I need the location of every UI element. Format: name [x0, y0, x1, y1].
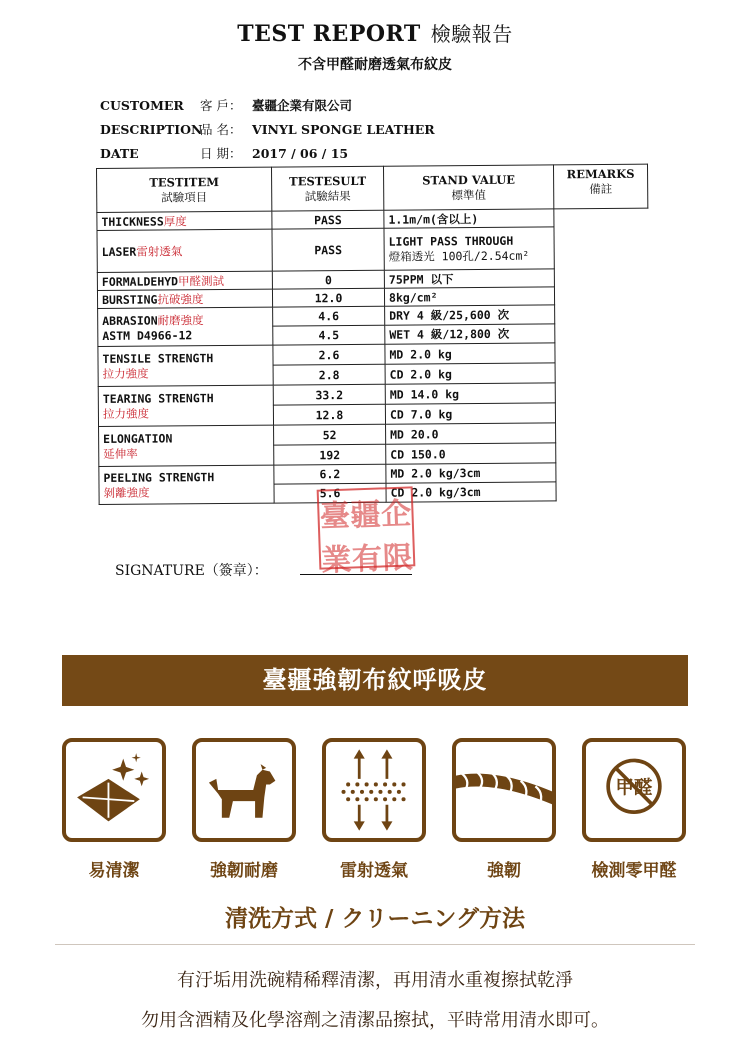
- std-thickness: 1.1m/m(含以上): [384, 209, 554, 228]
- header-remarks-en: REMARKS: [566, 166, 635, 182]
- cleaning-divider: [55, 944, 695, 945]
- report-title: [0, 18, 750, 47]
- seal-char: 限: [382, 540, 414, 577]
- std-formaldehyde: 75PPM 以下: [384, 269, 554, 288]
- customer-row: [100, 96, 352, 114]
- std-tearing-md: MD 14.0 kg: [385, 383, 555, 404]
- result-thickness: PASS: [272, 210, 384, 229]
- date-value: 2017 / 06 / 15: [252, 146, 349, 161]
- rope-icon: [452, 738, 556, 842]
- seal-char: 業: [320, 542, 353, 579]
- date-row: [100, 144, 348, 162]
- result-tensile-md: 2.6: [273, 344, 385, 365]
- std-laser: [384, 227, 554, 270]
- item-thickness-cn: 厚度: [163, 213, 187, 228]
- no-formaldehyde-icon: [582, 738, 686, 842]
- cleaning-instruction-2: 勿用含酒精及化學溶劑之清潔品擦拭，平時常用清水即可。: [141, 1010, 609, 1031]
- no-formaldehyde-icon-text: 甲醛: [615, 777, 653, 799]
- description-label-cn: 品 名：: [200, 122, 242, 137]
- feature-label-easy-clean: 易清潔: [88, 861, 140, 881]
- item-abrasion: [98, 307, 273, 346]
- header-result-en: TESTESULT: [289, 173, 367, 188]
- std-laser-line1: LIGHT PASS THROUGH: [388, 233, 514, 249]
- item-tensile-cn: 拉力強度: [102, 366, 149, 381]
- item-abrasion-en: ABRASION: [102, 313, 158, 328]
- header-standard-en: STAND VALUE: [422, 172, 516, 187]
- product-banner: 臺疆強韌布紋呼吸皮: [62, 655, 688, 706]
- seal-char: 有: [351, 541, 383, 578]
- result-tearing-cd: 12.8: [273, 404, 385, 425]
- item-elongation-en: ELONGATION: [103, 430, 173, 446]
- item-thickness-en: THICKNESS: [101, 213, 164, 229]
- item-bursting: [97, 289, 272, 308]
- cleaning-instruction-1: 有汙垢用洗碗精稀釋清潔，再用清水重複擦拭乾淨: [177, 970, 573, 991]
- std-abrasion-dry: DRY 4 級/25,600 次: [385, 305, 555, 325]
- feature-label-durable: 強韌耐磨: [210, 861, 278, 881]
- std-tensile-md: MD 2.0 kg: [385, 343, 555, 364]
- item-elongation-cn: 延伸率: [103, 446, 138, 461]
- signature-line: [300, 574, 412, 575]
- feature-label-breathable: 雷射透氣: [340, 861, 408, 881]
- seal-char: 疆: [349, 497, 382, 534]
- result-abrasion-wet: 4.5: [273, 325, 385, 345]
- item-elongation: [99, 425, 274, 466]
- std-peeling-md: MD 2.0 kg/3cm: [386, 463, 556, 483]
- result-peeling-cd: 5.6: [274, 483, 386, 503]
- std-tearing-cd: CD 7.0 kg: [385, 403, 555, 424]
- feature-label-zero-formaldehyde: 檢測零甲醛: [591, 861, 677, 881]
- seal-grid: [317, 486, 416, 579]
- item-bursting-en: BURSTING: [101, 292, 158, 307]
- result-elongation-md: 52: [274, 424, 386, 445]
- sparkle-cloth-icon: [62, 738, 166, 842]
- std-peeling-cd: CD 2.0 kg/3cm: [386, 482, 556, 502]
- signature-label: SIGNATURE（簽章）：: [115, 563, 268, 579]
- result-formaldehyde: 0: [272, 270, 384, 289]
- feature-label-strong: 強韌: [487, 861, 521, 881]
- dog-icon: [192, 738, 296, 842]
- item-bursting-cn: 抗破強度: [157, 291, 204, 307]
- table-row: [97, 208, 648, 230]
- customer-label-en: CUSTOMER: [100, 98, 184, 113]
- header-result-cn: 試驗結果: [304, 188, 351, 203]
- description-row: [100, 120, 435, 138]
- header-remarks-cn: 備註: [589, 181, 613, 197]
- cleaning-title: 清洗方式 / クリーニング方法: [225, 906, 525, 932]
- header-testitem-cn: 試驗項目: [161, 189, 208, 204]
- result-abrasion-dry: 4.6: [273, 306, 385, 326]
- item-tearing-cn: 拉力強度: [102, 406, 149, 421]
- report-title-en: TEST REPORT: [237, 21, 421, 47]
- std-laser-line2: 燈箱透光 100孔/2.54cm²: [388, 248, 530, 264]
- item-abrasion-cn: 耐磨強度: [157, 312, 204, 328]
- std-elongation-md: MD 20.0: [386, 423, 556, 444]
- table-header-row: [97, 164, 648, 212]
- std-bursting: 8kg/cm²: [384, 287, 554, 306]
- header-testitem: [97, 167, 272, 212]
- result-tearing-md: 33.2: [273, 384, 385, 405]
- header-remarks: [553, 164, 647, 209]
- date-label-en: DATE: [100, 146, 139, 161]
- item-formaldehyde-en: FORMALDEHYD: [101, 273, 179, 289]
- customer-value: 臺疆企業有限公司: [252, 98, 353, 113]
- header-standard-cn: 標準值: [451, 187, 487, 202]
- item-formaldehyde-cn: 甲醛測試: [178, 273, 225, 288]
- report-subtitle: 不含甲醛耐磨透氣布紋皮: [298, 57, 452, 73]
- test-result-table: [96, 164, 651, 505]
- result-bursting: 12.0: [272, 288, 384, 307]
- std-abrasion-wet: WET 4 級/12,800 次: [385, 324, 555, 344]
- header-testitem-en: TESTITEM: [149, 174, 219, 190]
- customer-label-cn: 客 戶：: [200, 98, 242, 113]
- report-title-cn: 檢驗報告: [430, 22, 513, 46]
- header-result: [271, 166, 383, 211]
- result-peeling-md: 6.2: [274, 464, 386, 484]
- item-laser-cn: 雷射透氣: [136, 243, 183, 259]
- item-tensile-en: TENSILE STRENGTH: [102, 350, 214, 366]
- header-standard: [383, 165, 553, 210]
- result-tensile-cd: 2.8: [273, 364, 385, 385]
- std-tensile-cd: CD 2.0 kg: [385, 363, 555, 384]
- seal-char: 企: [380, 496, 412, 533]
- result-elongation-cd: 192: [274, 444, 386, 465]
- item-thickness: [97, 211, 272, 230]
- remarks-cell: [554, 208, 650, 501]
- description-label-en: DESCRIPTION: [100, 122, 203, 137]
- description-value: VINYL SPONGE LEATHER: [252, 122, 435, 137]
- item-tearing-en: TEARING STRENGTH: [102, 390, 214, 406]
- result-laser: PASS: [272, 228, 384, 271]
- date-label-cn: 日 期：: [200, 146, 242, 161]
- item-peeling-cn: 剝離強度: [103, 485, 150, 500]
- item-peeling-en: PEELING STRENGTH: [103, 469, 215, 485]
- item-tearing: [98, 385, 273, 426]
- seal-char: 臺: [319, 498, 351, 535]
- item-tensile: [98, 345, 273, 386]
- company-seal: [317, 486, 416, 579]
- item-laser-en: LASER: [101, 244, 137, 259]
- item-peeling: [99, 465, 274, 504]
- item-formaldehyde: [97, 271, 272, 290]
- item-laser: [97, 229, 272, 272]
- breathable-arrows-icon: [322, 738, 426, 842]
- item-abrasion-standard: ASTM D4966-12: [102, 327, 193, 343]
- std-elongation-cd: CD 150.0: [386, 443, 556, 464]
